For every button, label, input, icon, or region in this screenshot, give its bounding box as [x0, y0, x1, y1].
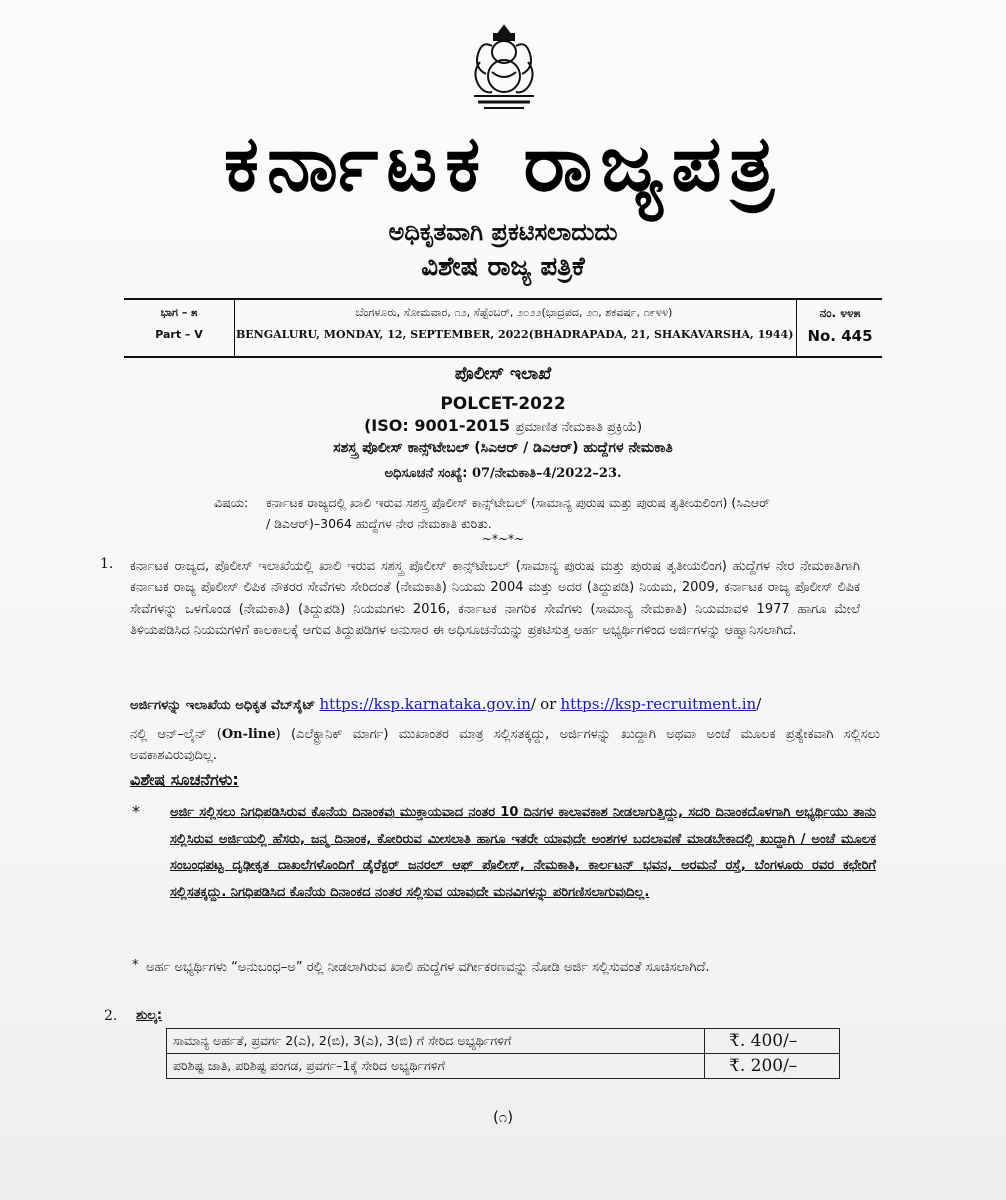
state-emblem-icon: [458, 22, 550, 114]
fee-amount: ₹. 400/–: [705, 1029, 840, 1054]
website-prefix: ಅರ್ಜಿಗಳನ್ನು ಇಲಾಖೆಯ ಅಧಿಕೃತ ವೆಬ್‌ಸೈಟ್: [130, 698, 316, 713]
link-slash: /: [530, 695, 536, 713]
issue-number-cell: [796, 300, 883, 356]
notification-line: [0, 466, 1006, 481]
page-number: (೧): [492, 1108, 514, 1126]
special-instructions-heading: ವಿಶೇಷ ಸೂಚನೆಗಳು:: [130, 770, 239, 789]
website-line: [130, 695, 880, 713]
iso-line: [0, 416, 1006, 435]
date-en: BENGALURU, MONDAY, 12, SEPTEMBER, 2022(BHADRAPADA, 21, SHAKAVARSHA, 1944): [236, 328, 794, 341]
paragraph-number: 1.: [100, 556, 114, 572]
polcet-heading: POLCET-2022: [440, 394, 566, 414]
special-instruction-2: ಅರ್ಹ ಅಭ್ಯರ್ಥಿಗಳು “ಅನುಬಂಧ–ಅ” ರಲ್ಲಿ ನೀಡಲಾಗಿರುವ ಖಾಲಿ ಹುದ್ದೆಗಳ ವರ್ಗೀಕರಣವನ್ನು ನೋಡಿ ಅರ್ಜಿ ಸಲ್ಲಿಸುವಂತೆ ಸೂಚಿಸಲಾಗಿದೆ.: [146, 960, 710, 975]
special-instruction-1: ಅರ್ಜಿ ಸಲ್ಲಿಸಲು ನಿಗಧಿಪಡಿಸಿರುವ ಕೊನೆಯ ದಿನಾಂಕವು ಮುಕ್ತಾಯವಾದ ನಂತರ 10 ದಿನಗಳ ಕಾಲಾವಕಾಶ ನೀಡಲಾಗುತ್ತಿದ್ದು, ಸದರಿ ದಿನಾಂಕದೊಳಗಾಗಿ ಅಭ್ಯರ್ಥಿಯು ತಾನು ಸಲ್ಲಿಸಿರುವ ಅರ್ಜಿಯಲ್ಲಿ ಹೆಸರು, ಜನ್ಮ ದಿನಾಂಕ, ಕೋರಿರುವ ಮೀಸಲಾತಿ ಹಾಗೂ ಇತರೇ ಯಾವುದೇ ಅಂಶಗಳ ಬದಲಾವಣೆ ಮಾಡಬೇಕಾದಲ್ಲಿ ಖುದ್ದಾಗಿ / ಅಂಚೆ ಮೂಲಕ ಸಂಬಂಧಪಟ್ಟ ದೃಢೀಕೃತ ದಾಖಲೆಗಳೊಂದಿಗೆ ಡೈರೆಕ್ಟರ್ ಜನರಲ್ ಆಫ್ ಪೊಲೀಸ್, ನೇಮಕಾತಿ, ಕಾರ್ಲಟನ್ ಭವನ, ಅರಮನೆ ರಸ್ತೆ, ಬೆಂಗಳೂರು ರವರ ಕಛೇರಿಗೆ ಸಲ್ಲಿಸತಕ್ಕದ್ದು. ನಿಗಧಿಪಡಿಸಿದ ಕೊನೆಯ ದಿನಾಂಕದ ನಂತರ ಸಲ್ಲಿಸುವ ಯಾವುದೇ ಮನವಿಗಳನ್ನು ಪರಿಗಣಿಸಲಾಗುವುದಿಲ್ಲ.: [170, 805, 876, 900]
subject-label: ವಿಷಯ:: [214, 495, 249, 510]
issue-number-en: No. 445: [807, 327, 873, 345]
paragraph-2-end: ) (ಎಲೆಕ್ಟ್ರಾನಿಕ್ ಮಾರ್ಗ) ಮುಖಾಂತರ ಮಾತ್ರ ಸಲ್ಲಿಸತಕ್ಕದ್ದು, ಅರ್ಜಿಗಳನ್ನು ಖುದ್ದಾಗಿ ಅಥವಾ ಅಂಚೆ ಮೂಲಕ ಪ್ರತ್ಯೇಕವಾಗಿ ಸಲ್ಲಿಸಲು ಅವಕಾಶವಿರುವುದಿಲ್ಲ.: [130, 727, 880, 764]
online-label: On-line: [221, 727, 276, 742]
ksp-website-link[interactable]: https://ksp.karnataka.gov.in: [319, 695, 531, 713]
part-en: Part – V: [155, 328, 203, 341]
issue-header: [124, 298, 882, 358]
post-title: ಸಶಸ್ತ್ರ ಪೊಲೀಸ್ ಕಾನ್ಸ್‌ಟೇಬಲ್ (ಸಿಎಆರ್ / ಡಿಎಆರ್) ಹುದ್ದೆಗಳ ನೇಮಕಾತಿ: [333, 440, 673, 456]
bullet-icon: *: [132, 958, 139, 973]
department-heading: ಪೊಲೀಸ್ ಇಲಾಖೆ: [454, 364, 552, 384]
fee-category: ಪರಿಶಿಷ್ಟ ಜಾತಿ, ಪರಿಶಿಷ್ಟ ಪಂಗಡ, ಪ್ರವರ್ಗ–1ಕ್ಕೆ ಸೇರಿದ ಅಭ್ಯರ್ಥಿಗಳಿಗೆ: [167, 1054, 705, 1079]
fee-table: [166, 1028, 840, 1079]
fee-amount: ₹. 200/–: [705, 1054, 840, 1079]
gazette-title: ಕರ್ನಾಟಕ ರಾಜ್ಯಪತ್ರ: [223, 119, 783, 209]
gazette-edition: ವಿಶೇಷ ರಾಜ್ಯ ಪತ್ರಿಕೆ: [421, 252, 585, 282]
fee-section-label: ಶುಲ್ಕ:: [136, 1008, 163, 1023]
bullet-icon: *: [132, 802, 140, 821]
recruitment-website-link[interactable]: https://ksp-recruitment.in: [560, 695, 757, 713]
table-row: [167, 1029, 840, 1054]
fee-section-number: 2.: [104, 1008, 118, 1024]
subject-block: [214, 492, 774, 534]
paragraph-2-start: ನಲ್ಲಿ ಆನ್–ಲೈನ್ (: [130, 727, 222, 742]
or-text: or: [540, 695, 557, 713]
iso-text: ಪ್ರಮಾಣಿತ ನೇಮಕಾತಿ ಪ್ರಕ್ರಿಯೆ): [515, 420, 643, 435]
notification-label: ಅಧಿಸೂಚನೆ ಸಂಖ್ಯೆ:: [384, 466, 468, 481]
date-cell: [236, 300, 792, 356]
date-kn: ಬೆಂಗಳೂರು, ಸೋಮವಾರ, ೧೨, ಸೆಪ್ಟೆಂಬರ್, ೨೦೨೨(ಭಾದ್ರಪದ, ೨೧, ಶಕವರ್ಷ, ೧೯೪೪): [355, 306, 673, 319]
link-slash: /: [756, 695, 762, 713]
fee-category: ಸಾಮಾನ್ಯ ಅರ್ಹತೆ, ಪ್ರವರ್ಗ 2(ಎ), 2(ಬಿ), 3(ಎ), 3(ಬಿ) ಗೆ ಸೇರಿದ ಅಭ್ಯರ್ಥಿಗಳಿಗೆ: [167, 1029, 705, 1054]
table-row: [167, 1054, 840, 1079]
paragraph-1: ಕರ್ನಾಟಕ ರಾಜ್ಯದ, ಪೊಲೀಸ್ ಇಲಾಖೆಯಲ್ಲಿ ಖಾಲಿ ಇರುವ ಸಶಸ್ತ್ರ ಪೊಲೀಸ್ ಕಾನ್ಸ್‌ಟೇಬಲ್ (ಸಾಮಾನ್ಯ ಪುರುಷ ಮತ್ತು ಪುರುಷ ತೃತೀಯಲಿಂಗ) ಹುದ್ದೆಗಳ ನೇರ ನೇಮಕಾತಿಗಾಗಿ ಕರ್ನಾಟಕ ರಾಜ್ಯ ಪೊಲೀಸ್ ಲಿಪಿಕ ನೌಕರರ ಸೇವೆಗಳು ಸೇರಿದಂತೆ (ನೇಮಕಾತಿ) ನಿಯಮ 2004 ಮತ್ತು ಅದರ (ತಿದ್ದುಪಡಿ) ನಿಯಮ, 2009, ಕರ್ನಾಟಕ ರಾಜ್ಯ ಪೊಲೀಸ್ ಲಿಪಿಕ ಸೇವೆಗಳನ್ನು ಒಳಗೊಂಡ (ನೇಮಕಾತಿ) (ತಿದ್ದುಪಡಿ) ನಿಯಮಗಳು 2016, ಕರ್ನಾಟಕ ನಾಗರಿಕ ಸೇವೆಗಳು (ಸಾಮಾನ್ಯ ನೇಮಕಾತಿ) ನಿಯಮಾವಳಿ 1977 ಹಾಗೂ ಮೇಲೆ ತಿಳಿಯಪಡಿಸಿದ ನಿಯಮಗಳಿಗೆ ಕಾಲಕಾಲಕ್ಕೆ ಆಗುವ ತಿದ್ದುಪಡಿಗಳ ಅನುಸಾರ ಈ ಅಧಿಸೂಚನೆಯನ್ನು ಪ್ರಕಟಿಸುತ್ತ ಅರ್ಹ ಅಭ್ಯರ್ಥಿಗಳಿಂದ ಅರ್ಜಿಗಳನ್ನು ಆಹ್ವಾನಿಸಲಾಗಿದೆ.: [130, 559, 860, 638]
notification-number: 07/ನೇಮಕಾತಿ–4/2022–23.: [471, 466, 622, 481]
part-cell: [124, 300, 235, 356]
subject-text: ಕರ್ನಾಟಕ ರಾಜ್ಯದಲ್ಲಿ ಖಾಲಿ ಇರುವ ಸಶಸ್ತ್ರ ಪೊಲೀಸ್ ಕಾನ್ಸ್‌ಟೇಬಲ್ (ಸಾಮಾನ್ಯ ಪುರುಷ ಮತ್ತು ಪುರುಷ ತೃತೀಯಲಿಂಗ) (ಸಿಎಆರ್ / ಡಿಎಆರ್)–3064 ಹುದ್ದೆಗಳ ನೇರ ನೇಮಕಾತಿ ಕುರಿತು.: [266, 495, 770, 531]
gazette-subtitle: ಅಧಿಕೃತವಾಗಿ ಪ್ರಕಟಿಸಲಾದುದು: [388, 218, 618, 246]
paragraph-2: [130, 724, 880, 767]
issue-number-kn: ನಂ. ೪೪೫: [819, 306, 861, 320]
separator: ~*~*~: [481, 532, 525, 546]
part-kn: ಭಾಗ – ೫: [160, 306, 198, 319]
iso-label: (ISO: 9001-2015: [363, 416, 511, 435]
